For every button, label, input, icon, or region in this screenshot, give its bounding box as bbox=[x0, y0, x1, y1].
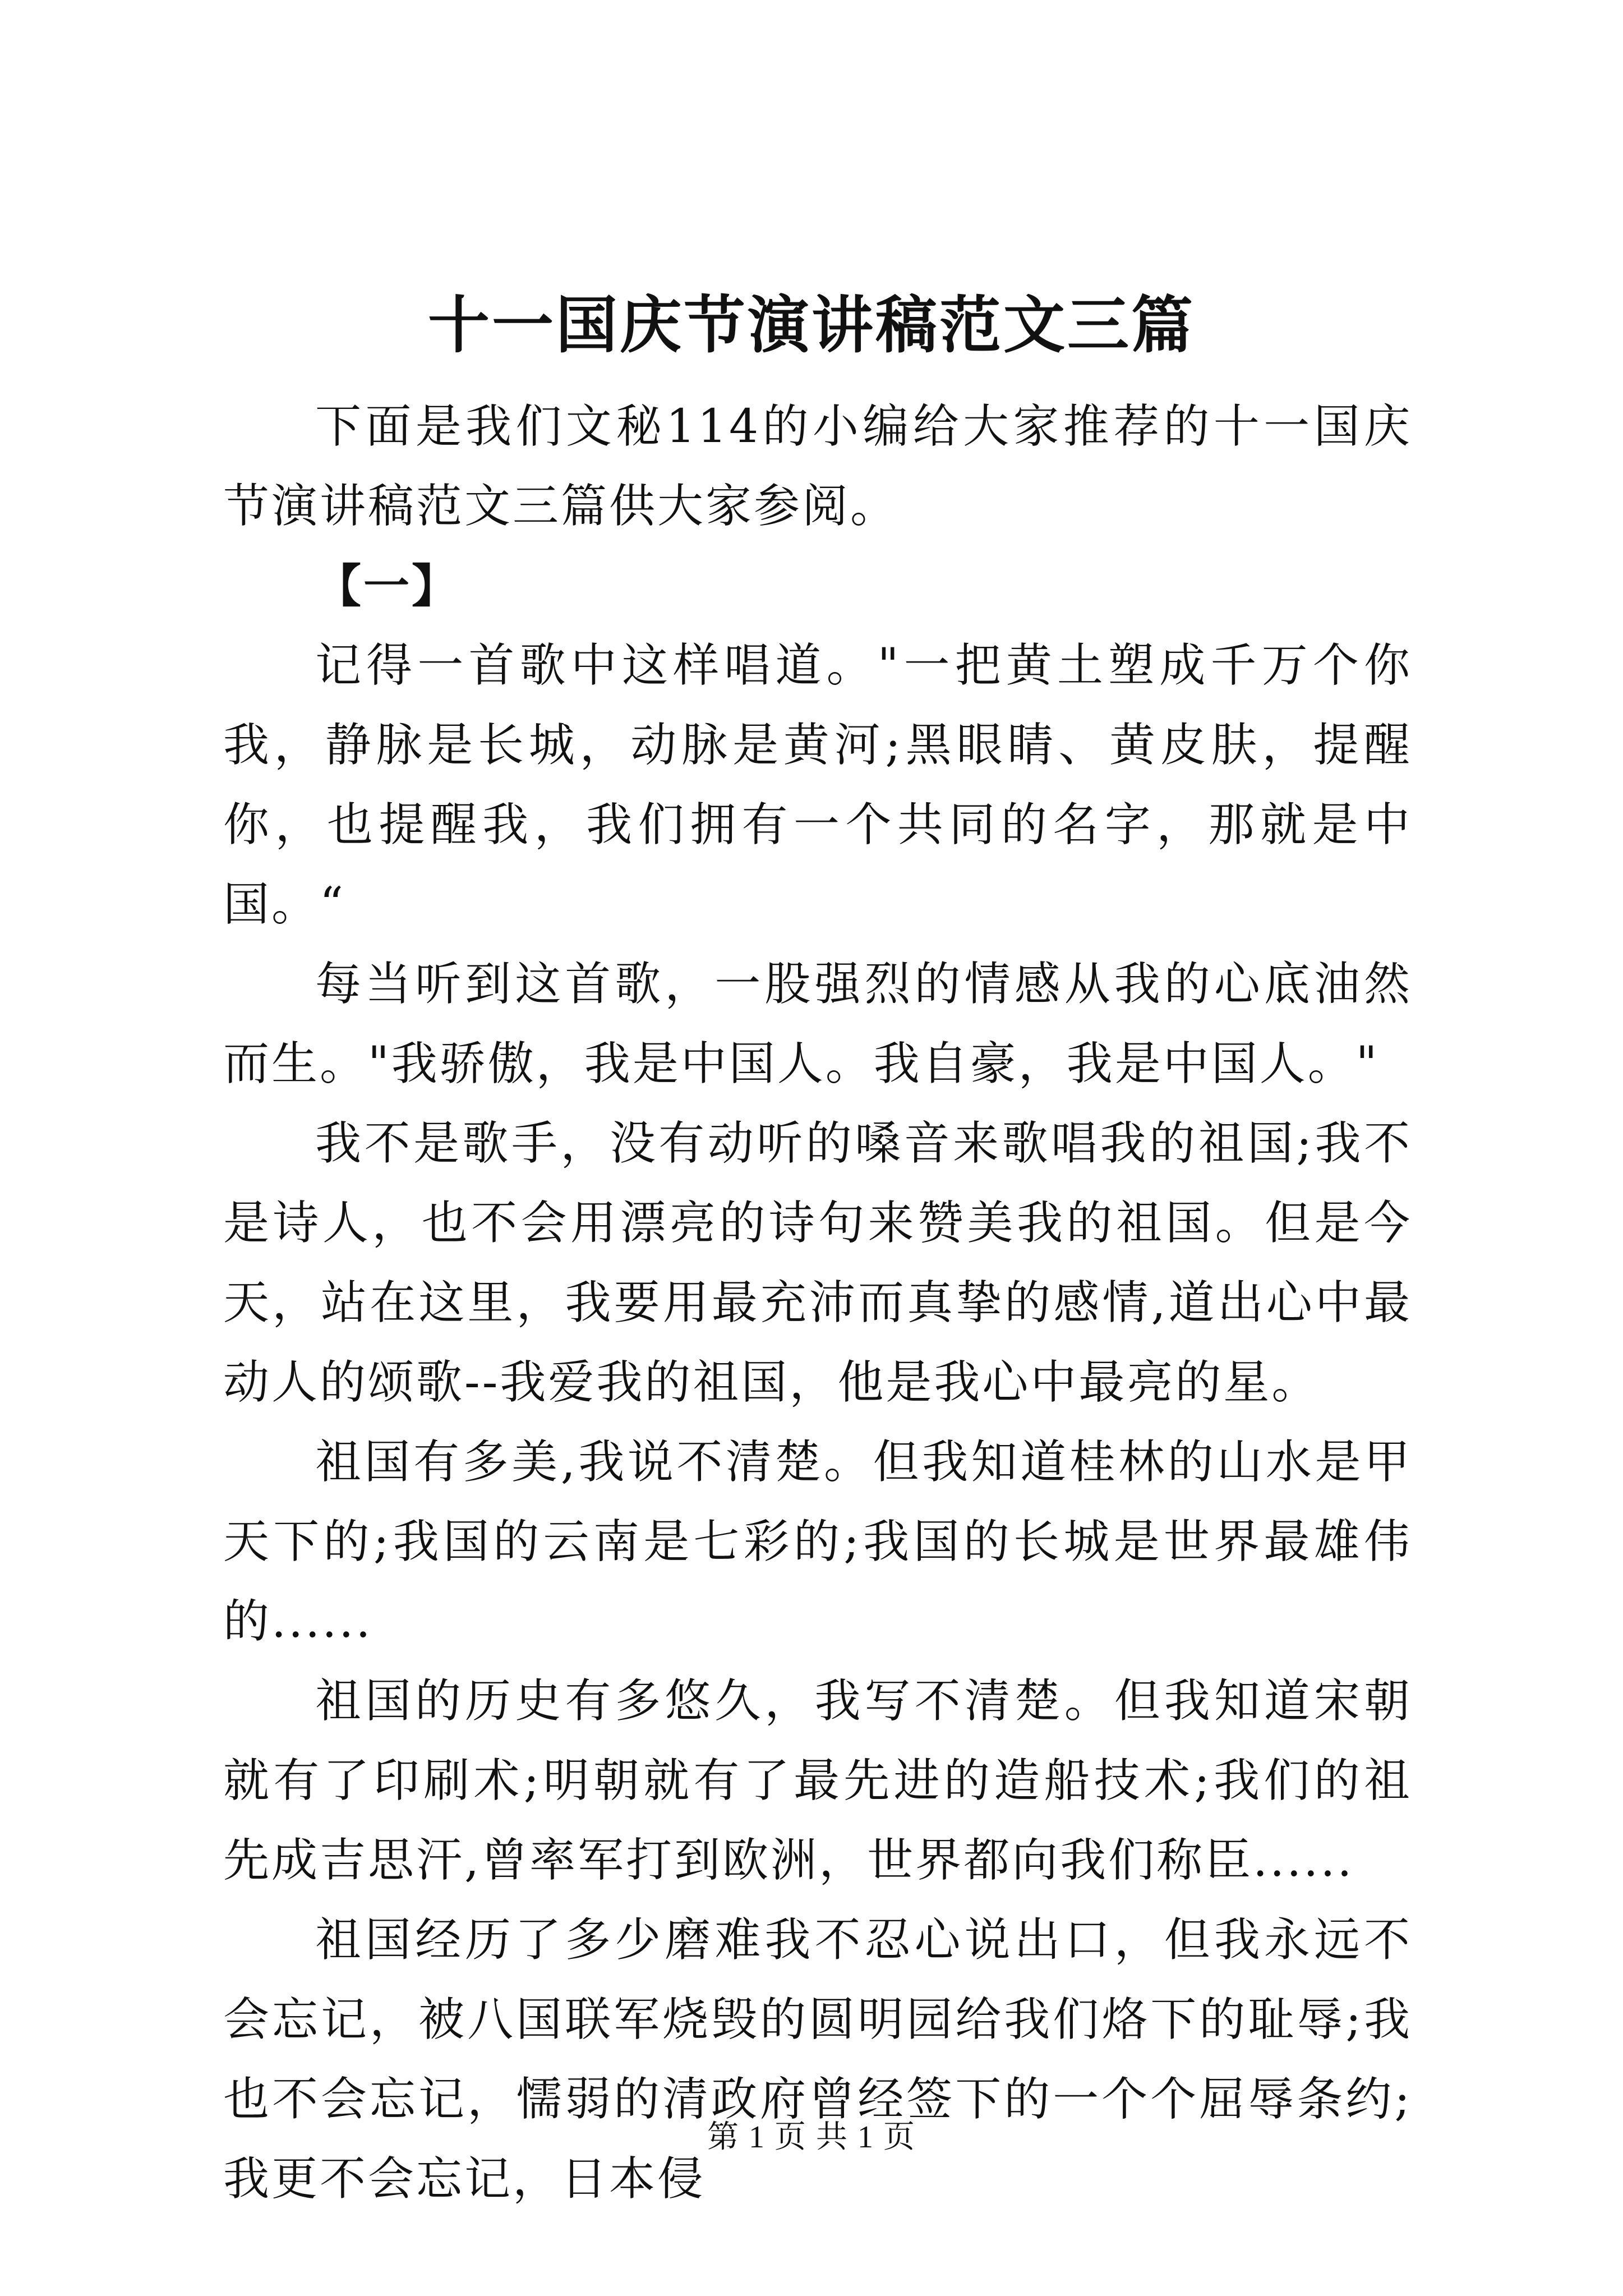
paragraph: 我不是歌手，没有动听的嗓音来歌唱我的祖国;我不是诗人，也不会用漂亮的诗句来赞美我的祖国。但是今天，站在这里，我要用最充沛而真挚的感情,道出心中最动人的颂歌--我爱我的祖国，他是我心中最亮的星。 bbox=[223, 1117, 1412, 1409]
paragraph: 每当听到这首歌，一股强烈的情感从我的心底油然而生。"我骄傲，我是中国人。我自豪，我是中国人。" bbox=[223, 958, 1412, 1091]
page-number-footer: 第 1 页 共 1 页 bbox=[707, 2120, 916, 2155]
paragraph: 祖国的历史有多悠久，我写不清楚。但我知道宋朝就有了印刷术;明朝就有了最先进的造船技术;我们的祖先成吉思汗,曾率军打到欧洲，世界都向我们称臣...... bbox=[223, 1674, 1412, 1887]
paragraph: 祖国经历了多少磨难我不忍心说出口，但我永远不会忘记，被八国联军烧毁的圆明园给我们烙下的耻辱;我也不会忘记，懦弱的清政府曾经签下的一个个屈辱条约;我更不会忘记，日本侵 bbox=[223, 1913, 1412, 2206]
document-body bbox=[223, 387, 1412, 2219]
document-title: 十一国庆节演讲稿范文三篇 bbox=[428, 289, 1195, 361]
paragraph-intro: 下面是我们文秘114的小编给大家推荐的十一国庆节演讲稿范文三篇供大家参阅。 bbox=[223, 400, 1412, 533]
section-heading-one: 【一】 bbox=[315, 559, 460, 613]
paragraph: 记得一首歌中这样唱道。"一把黄土塑成千万个你我，静脉是长城，动脉是黄河;黑眼睛、黄皮肤，提醒你，也提醒我，我们拥有一个共同的名字，那就是中国。“ bbox=[223, 639, 1412, 931]
paragraph: 祖国有多美,我说不清楚。但我知道桂林的山水是甲天下的;我国的云南是七彩的;我国的长城是世界最雄伟的...... bbox=[223, 1435, 1412, 1648]
